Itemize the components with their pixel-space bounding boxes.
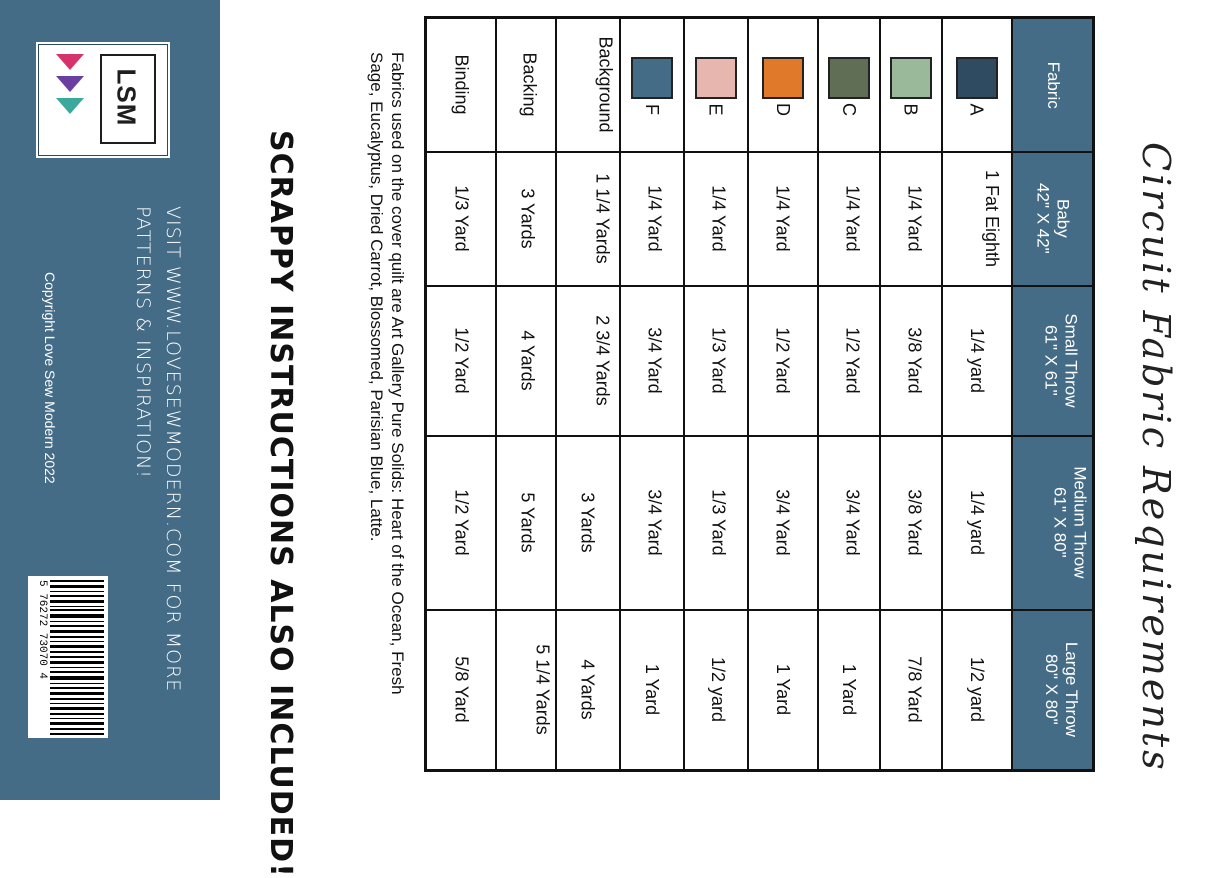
cell-c-small: 1/2 Yard: [818, 286, 880, 436]
cell-d-medium: 3/4 Yard: [748, 436, 818, 610]
row-label-b: B: [880, 18, 942, 152]
header-fabric: Fabric: [1012, 18, 1094, 152]
logo-text: LSM: [111, 68, 142, 126]
swatch-d: [762, 57, 804, 99]
cell-e-large: 1/2 yard: [684, 610, 748, 771]
cell-b-baby: 1/4 Yard: [880, 152, 942, 286]
barcode: [28, 576, 108, 738]
cell-binding-baby: 1/3 Yard: [426, 152, 496, 286]
cell-e-small: 1/3 Yard: [684, 286, 748, 436]
cell-b-medium: 3/8 Yard: [880, 436, 942, 610]
swatch-b: [890, 57, 932, 99]
swatch-a: [956, 57, 998, 99]
visit-line-2: PATTERNS & INSPIRATION!: [131, 206, 154, 479]
cell-f-small: 3/4 Yard: [620, 286, 684, 436]
copyright: Copyright Love Sew Modern 2022: [42, 272, 58, 484]
cell-a-large: 1/2 yard: [942, 610, 1012, 771]
row-label-background: Background: [556, 18, 620, 152]
cell-a-small: 1/4 yard: [942, 286, 1012, 436]
fabric-requirements-table: [424, 16, 1095, 772]
scrappy-note: SCRAPPY INSTRUCTIONS ALSO INCLUDED!: [263, 130, 298, 878]
row-label-e: E: [684, 18, 748, 152]
header-small-throw: Small Throw 61" X 61": [1012, 286, 1094, 436]
swatch-e: [695, 57, 737, 99]
row-label-f: F: [620, 18, 684, 152]
cell-background-large: 4 Yards: [556, 610, 620, 771]
cell-background-medium: 3 Yards: [556, 436, 620, 610]
cell-a-baby: 1 Fat Eighth: [942, 152, 1012, 286]
cell-d-small: 1/2 Yard: [748, 286, 818, 436]
cell-backing-small: 4 Yards: [496, 286, 556, 436]
row-label-binding: Binding: [426, 18, 496, 152]
row-label-a: A: [942, 18, 1012, 152]
cell-f-baby: 1/4 Yard: [620, 152, 684, 286]
cell-e-baby: 1/4 Yard: [684, 152, 748, 286]
swatch-c: [828, 57, 870, 99]
cell-d-baby: 1/4 Yard: [748, 152, 818, 286]
cell-d-large: 1 Yard: [748, 610, 818, 771]
header-large-throw: Large Throw 80" X 80": [1012, 610, 1094, 771]
swatch-f: [631, 57, 673, 99]
row-label-backing: Backing: [496, 18, 556, 152]
barcode-digits: 5 76272 73070 4: [36, 580, 48, 680]
row-label-c: C: [818, 18, 880, 152]
row-label-d: D: [748, 18, 818, 152]
cell-backing-medium: 5 Yards: [496, 436, 556, 610]
header-medium-throw: Medium Throw 61" X 80": [1012, 436, 1094, 610]
cell-f-medium: 3/4 Yard: [620, 436, 684, 610]
logo-triangles-icon: [44, 50, 104, 150]
cell-b-small: 3/8 Yard: [880, 286, 942, 436]
cell-binding-medium: 1/2 Yard: [426, 436, 496, 610]
cell-c-medium: 3/4 Yard: [818, 436, 880, 610]
cell-b-large: 7/8 Yard: [880, 610, 942, 771]
cell-background-baby: 1 1/4 Yards: [556, 152, 620, 286]
cell-f-large: 1 Yard: [620, 610, 684, 771]
cell-backing-baby: 3 Yards: [496, 152, 556, 286]
cell-binding-small: 1/2 Yard: [426, 286, 496, 436]
cell-c-baby: 1/4 Yard: [818, 152, 880, 286]
cell-a-medium: 1/4 yard: [942, 436, 1012, 610]
visit-text: [127, 206, 188, 692]
sidebar: [0, 0, 220, 800]
cell-e-medium: 1/3 Yard: [684, 436, 748, 610]
cell-backing-large: 5 1/4 Yards: [496, 610, 556, 771]
cell-c-large: 1 Yard: [818, 610, 880, 771]
fabric-note: Fabrics used on the cover quilt are Art Gallery Pure Solids: Heart of the Ocean, Fresh Sage, Eucalyptus, Dried Carrot, Blossomed, Parisian Blue, Latte.: [366, 52, 407, 695]
visit-line-1: VISIT WWW.LOVESEWMODERN.COM FOR MORE: [162, 206, 184, 693]
page-title: Circuit Fabric Requirements: [1134, 142, 1178, 773]
cell-background-small: 2 3/4 Yards: [556, 286, 620, 436]
header-baby: Baby 42" X 42": [1012, 152, 1094, 286]
cell-binding-large: 5/8 Yard: [426, 610, 496, 771]
